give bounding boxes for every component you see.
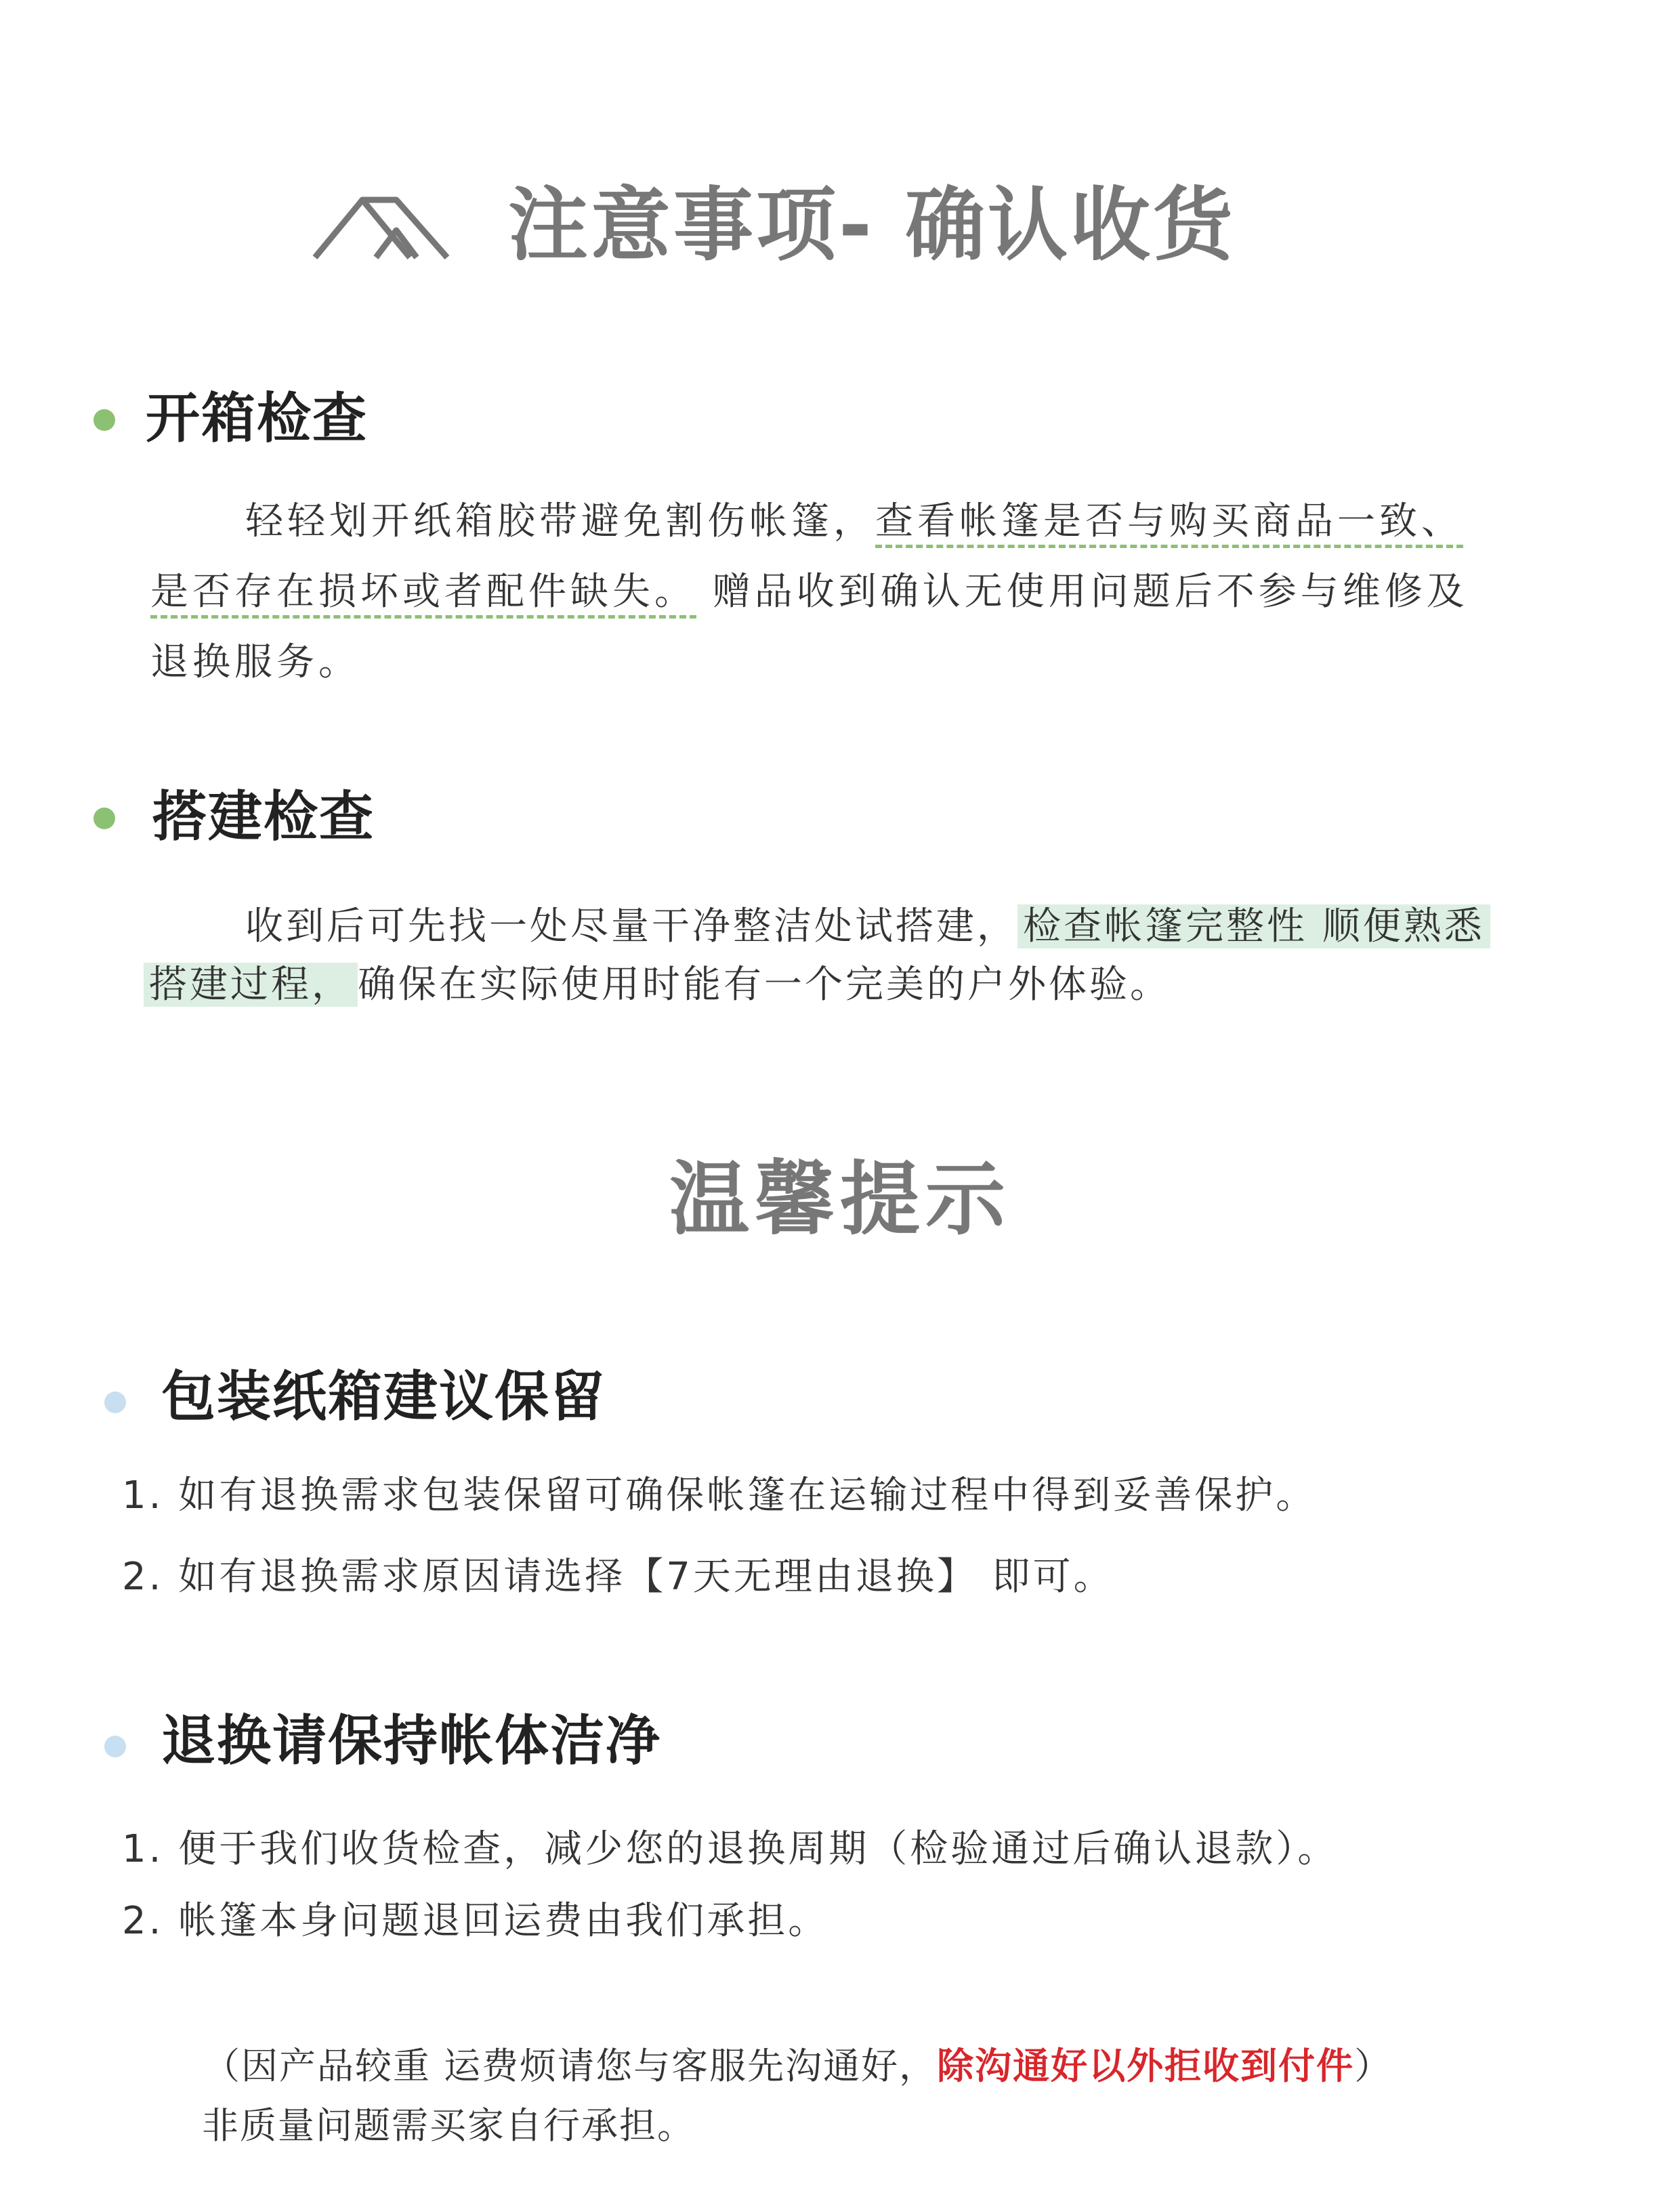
- section1-line2: [150, 565, 1469, 619]
- shipping-note-line2: 非质量问题需买家自行承担。: [202, 2104, 695, 2147]
- shipping-note-warning: 除沟通好以外拒收到付件: [937, 2045, 1355, 2087]
- section2-line1: [245, 900, 1490, 954]
- section1-line3: 退换服务。: [150, 640, 360, 684]
- section-heading-packaging: 包装纸箱建议保留: [161, 1365, 606, 1428]
- blue-bullet-icon: [104, 1392, 126, 1413]
- section1-line2-underlined: 是否存在损坏或者配件缺失。: [150, 570, 696, 619]
- section-heading-unboxing: 开箱检查: [146, 387, 368, 450]
- green-bullet-icon: [93, 808, 115, 829]
- section1-line1-text: 轻轻划开纸箱胶带避免割伤帐篷，: [245, 499, 875, 543]
- section2-line2: [144, 958, 1171, 1012]
- list-item: 1. 如有退换需求包装保留可确保帐篷在运输过程中得到妥善保护。: [122, 1473, 1317, 1518]
- warm-tips-title: 温馨提示: [669, 1152, 1011, 1246]
- shipping-note-text: （因产品较重 运费烦请您与客服先沟通好，: [203, 2045, 938, 2087]
- green-bullet-icon: [93, 409, 115, 431]
- section-heading-setup: 搭建检查: [152, 785, 375, 848]
- shipping-note-end: ）: [1354, 2045, 1393, 2087]
- section1-line1-underlined: 查看帐篷是否与购买商品一致、: [875, 499, 1463, 548]
- section2-line1-highlight: 检查帐篷完整性 顺便熟悉: [1017, 904, 1490, 948]
- tent-outline-icon: [312, 193, 454, 261]
- section2-line2-text: 确保在实际使用时能有一个完美的户外体验。: [358, 963, 1171, 1007]
- section2-line2-highlight: 搭建过程，: [144, 963, 358, 1007]
- blue-bullet-icon: [104, 1736, 126, 1757]
- list-item: 1. 便于我们收货检查，减少您的退换周期（检验通过后确认退款）。: [122, 1827, 1339, 1871]
- page-title: 注意事项- 确认收货: [508, 178, 1236, 272]
- section2-line1-text: 收到后可先找一处尽量干净整洁处试搭建，: [245, 904, 1017, 948]
- list-item: 2. 如有退换需求原因请选择【7天无理由退换】 即可。: [122, 1555, 1114, 1599]
- list-item: 2. 帐篷本身问题退回运费由我们承担。: [122, 1899, 829, 1943]
- section1-line2-text: 赠品收到确认无使用问题后不参与维修及: [696, 570, 1469, 614]
- section-heading-clean-return: 退换请保持帐体洁净: [161, 1709, 661, 1772]
- section1-line1: [245, 495, 1463, 549]
- shipping-note-line1: [203, 2039, 1392, 2093]
